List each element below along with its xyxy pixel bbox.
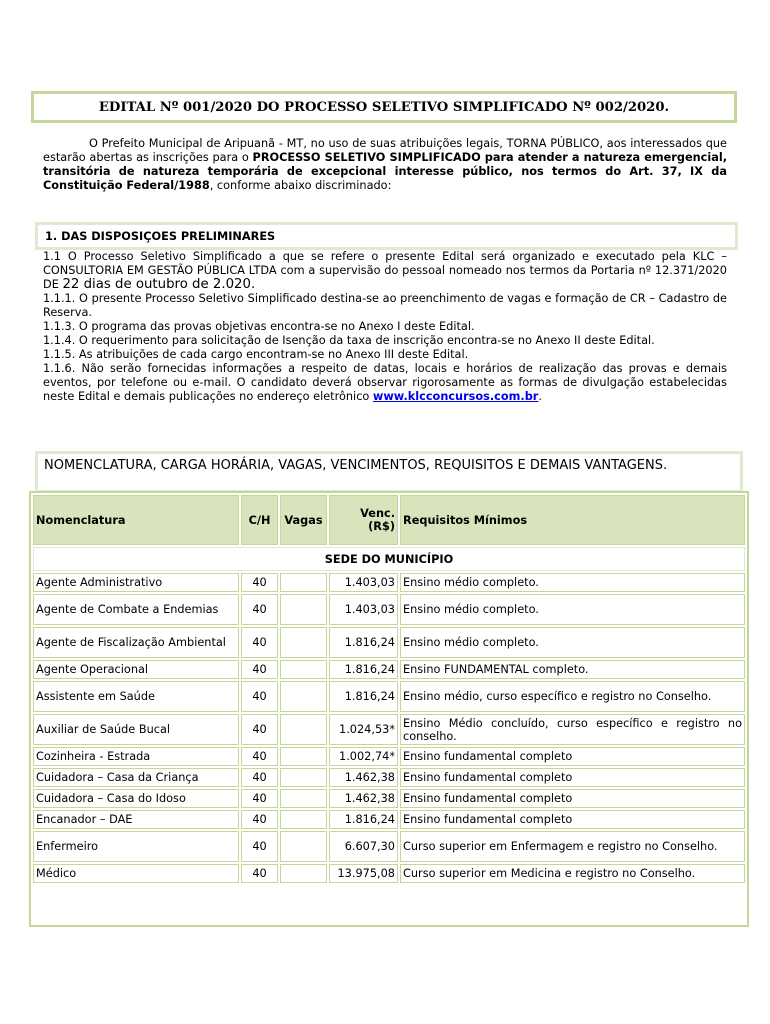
intro-text-end: , conforme abaixo discriminado:	[209, 179, 392, 192]
cell-requisitos: Ensino fundamental completo	[400, 789, 745, 808]
edital-title: EDITAL Nº 001/2020 DO PROCESSO SELETIVO SIMPLIFICADO Nº 002/2020.	[98, 99, 670, 115]
cell-nomenclatura: Cozinheira - Estrada	[33, 747, 239, 766]
cell-vencimento: 1.462,38	[329, 768, 398, 787]
cell-vagas	[280, 660, 327, 679]
cell-vencimento: 1.816,24	[329, 810, 398, 829]
table-row	[33, 714, 745, 745]
cell-ch: 40	[241, 714, 278, 745]
cell-ch: 40	[241, 864, 278, 883]
cell-requisitos: Curso superior em Enfermagem e registro no Conselho.	[400, 831, 745, 862]
table-row	[33, 573, 745, 592]
cell-nomenclatura: Cuidadora – Casa da Criança	[33, 768, 239, 787]
cell-ch: 40	[241, 660, 278, 679]
cell-nomenclatura: Auxiliar de Saúde Bucal	[33, 714, 239, 745]
group-label: SEDE DO MUNICÍPIO	[33, 547, 745, 571]
cell-vencimento: 6.607,30	[329, 831, 398, 862]
group-row	[33, 547, 745, 571]
cell-nomenclatura: Agente Administrativo	[33, 573, 239, 592]
item-1-1-3: 1.1.3. O programa das provas objetivas encontra-se no Anexo I deste Edital.	[43, 320, 475, 333]
cell-requisitos: Ensino FUNDAMENTAL completo.	[400, 660, 745, 679]
cell-ch: 40	[241, 747, 278, 766]
cell-vagas	[280, 810, 327, 829]
cell-vagas	[280, 714, 327, 745]
table-row	[33, 594, 745, 625]
cell-vagas	[280, 831, 327, 862]
cell-nomenclatura: Agente de Fiscalização Ambiental	[33, 627, 239, 658]
cell-vagas	[280, 747, 327, 766]
cell-ch: 40	[241, 768, 278, 787]
cell-ch: 40	[241, 573, 278, 592]
cell-vencimento: 1.816,24	[329, 660, 398, 679]
table-row	[33, 747, 745, 766]
klc-website-link[interactable]: www.klcconcursos.com.br	[372, 390, 539, 403]
cell-nomenclatura: Enfermeiro	[33, 831, 239, 862]
section-heading-box	[35, 222, 738, 250]
positions-table-frame	[29, 491, 749, 927]
positions-table	[31, 493, 747, 885]
cell-vagas	[280, 573, 327, 592]
item-1-1-4: 1.1.4. O requerimento para solicitação de Isenção da taxa de inscrição encontra-se no Anexo II deste Edital.	[43, 334, 655, 347]
section-body	[43, 250, 727, 404]
intro-paragraph	[43, 137, 727, 193]
cell-vencimento: 1.002,74*	[329, 747, 398, 766]
cell-nomenclatura: Assistente em Saúde	[33, 681, 239, 712]
table-section-title: NOMENCLATURA, CARGA HORÁRIA, VAGAS, VENCIMENTOS, REQUISITOS E DEMAIS VANTAGENS.	[35, 451, 743, 493]
item-1-1-date: 22 dias de outubro de 2.020.	[62, 277, 256, 292]
item-1-1	[43, 250, 727, 292]
cell-vagas	[280, 864, 327, 883]
cell-vencimento: 1.403,03	[329, 573, 398, 592]
item-1-1-6-text: 1.1.6. Não serão fornecidas informações a respeito de datas, locais e horários de realização das provas e demais eventos, por telefone ou e-mail. O candidato deverá observar rigorosamente as formas de divulgação estabelecidas neste Edital e demais publicações no endereço eletrônico	[43, 362, 727, 403]
table-row	[33, 768, 745, 787]
cell-nomenclatura: Médico	[33, 864, 239, 883]
item-1-1-6-end: .	[538, 390, 542, 403]
table-header-row	[33, 495, 745, 545]
table-row	[33, 789, 745, 808]
header-nomenclatura: Nomenclatura	[33, 495, 239, 545]
cell-requisitos: Ensino fundamental completo	[400, 747, 745, 766]
cell-requisitos: Ensino médio completo.	[400, 627, 745, 658]
item-1-1-text: 1.1 O Processo Seletivo Simplificado a que se refere o presente Edital será organizado e executado pela KLC – CONSULTORIA EM GESTÃO PÚBLICA LTDA com a supervisão do pessoal nomeado nos termos da Portaria nº 12.371/2020 DE	[43, 250, 727, 291]
cell-vagas	[280, 789, 327, 808]
cell-ch: 40	[241, 627, 278, 658]
cell-ch: 40	[241, 594, 278, 625]
cell-requisitos: Curso superior em Medicina e registro no Conselho.	[400, 864, 745, 883]
cell-vagas	[280, 681, 327, 712]
cell-requisitos: Ensino médio, curso específico e registro no Conselho.	[400, 681, 745, 712]
cell-ch: 40	[241, 681, 278, 712]
table-row	[33, 831, 745, 862]
cell-vagas	[280, 627, 327, 658]
table-row	[33, 864, 745, 883]
header-vagas: Vagas	[280, 495, 327, 545]
cell-nomenclatura: Encanador – DAE	[33, 810, 239, 829]
cell-nomenclatura: Agente Operacional	[33, 660, 239, 679]
cell-requisitos: Ensino Médio concluído, curso específico e registro no conselho.	[400, 714, 745, 745]
cell-vencimento: 1.462,38	[329, 789, 398, 808]
item-1-1-1: 1.1.1. O presente Processo Seletivo Simplificado destina-se ao preenchimento de vagas e formação de CR – Cadastro de Reserva.	[43, 292, 727, 319]
cell-vencimento: 1.816,24	[329, 627, 398, 658]
edital-title-box	[31, 91, 737, 123]
table-row	[33, 681, 745, 712]
cell-vencimento: 1.024,53*	[329, 714, 398, 745]
cell-vagas	[280, 768, 327, 787]
cell-requisitos: Ensino médio completo.	[400, 573, 745, 592]
cell-nomenclatura: Agente de Combate a Endemias	[33, 594, 239, 625]
cell-ch: 40	[241, 810, 278, 829]
table-row	[33, 660, 745, 679]
cell-requisitos: Ensino fundamental completo	[400, 768, 745, 787]
cell-vagas	[280, 594, 327, 625]
cell-ch: 40	[241, 789, 278, 808]
cell-vencimento: 1.403,03	[329, 594, 398, 625]
cell-vencimento: 1.816,24	[329, 681, 398, 712]
item-1-1-5: 1.1.5. As atribuições de cada cargo encontram-se no Anexo III deste Edital.	[43, 348, 469, 361]
header-vencimento: Venc. (R$)	[329, 495, 398, 545]
header-ch: C/H	[241, 495, 278, 545]
cell-nomenclatura: Cuidadora – Casa do Idoso	[33, 789, 239, 808]
table-row	[33, 810, 745, 829]
cell-requisitos: Ensino médio completo.	[400, 594, 745, 625]
section-heading: 1. DAS DISPOSIÇOES PRELIMINARES	[45, 229, 276, 243]
cell-vencimento: 13.975,08	[329, 864, 398, 883]
intro-text: O Prefeito Municipal de Aripuanã - MT, no uso de suas atribuições legais, TORNA PÚBLICO, aos interessados que estarão abertas as inscrições para o	[43, 137, 727, 164]
cell-requisitos: Ensino fundamental completo	[400, 810, 745, 829]
table-row	[33, 627, 745, 658]
cell-ch: 40	[241, 831, 278, 862]
header-requisitos: Requisitos Mínimos	[400, 495, 745, 545]
intro-bold-text: PROCESSO SELETIVO SIMPLIFICADO para atender a natureza emergencial, transitória de natureza temporária de excepcional interesse público, nos termos do Art. 37, IX da Constituição Federal/1988	[43, 151, 728, 192]
item-1-1-6	[43, 362, 727, 404]
